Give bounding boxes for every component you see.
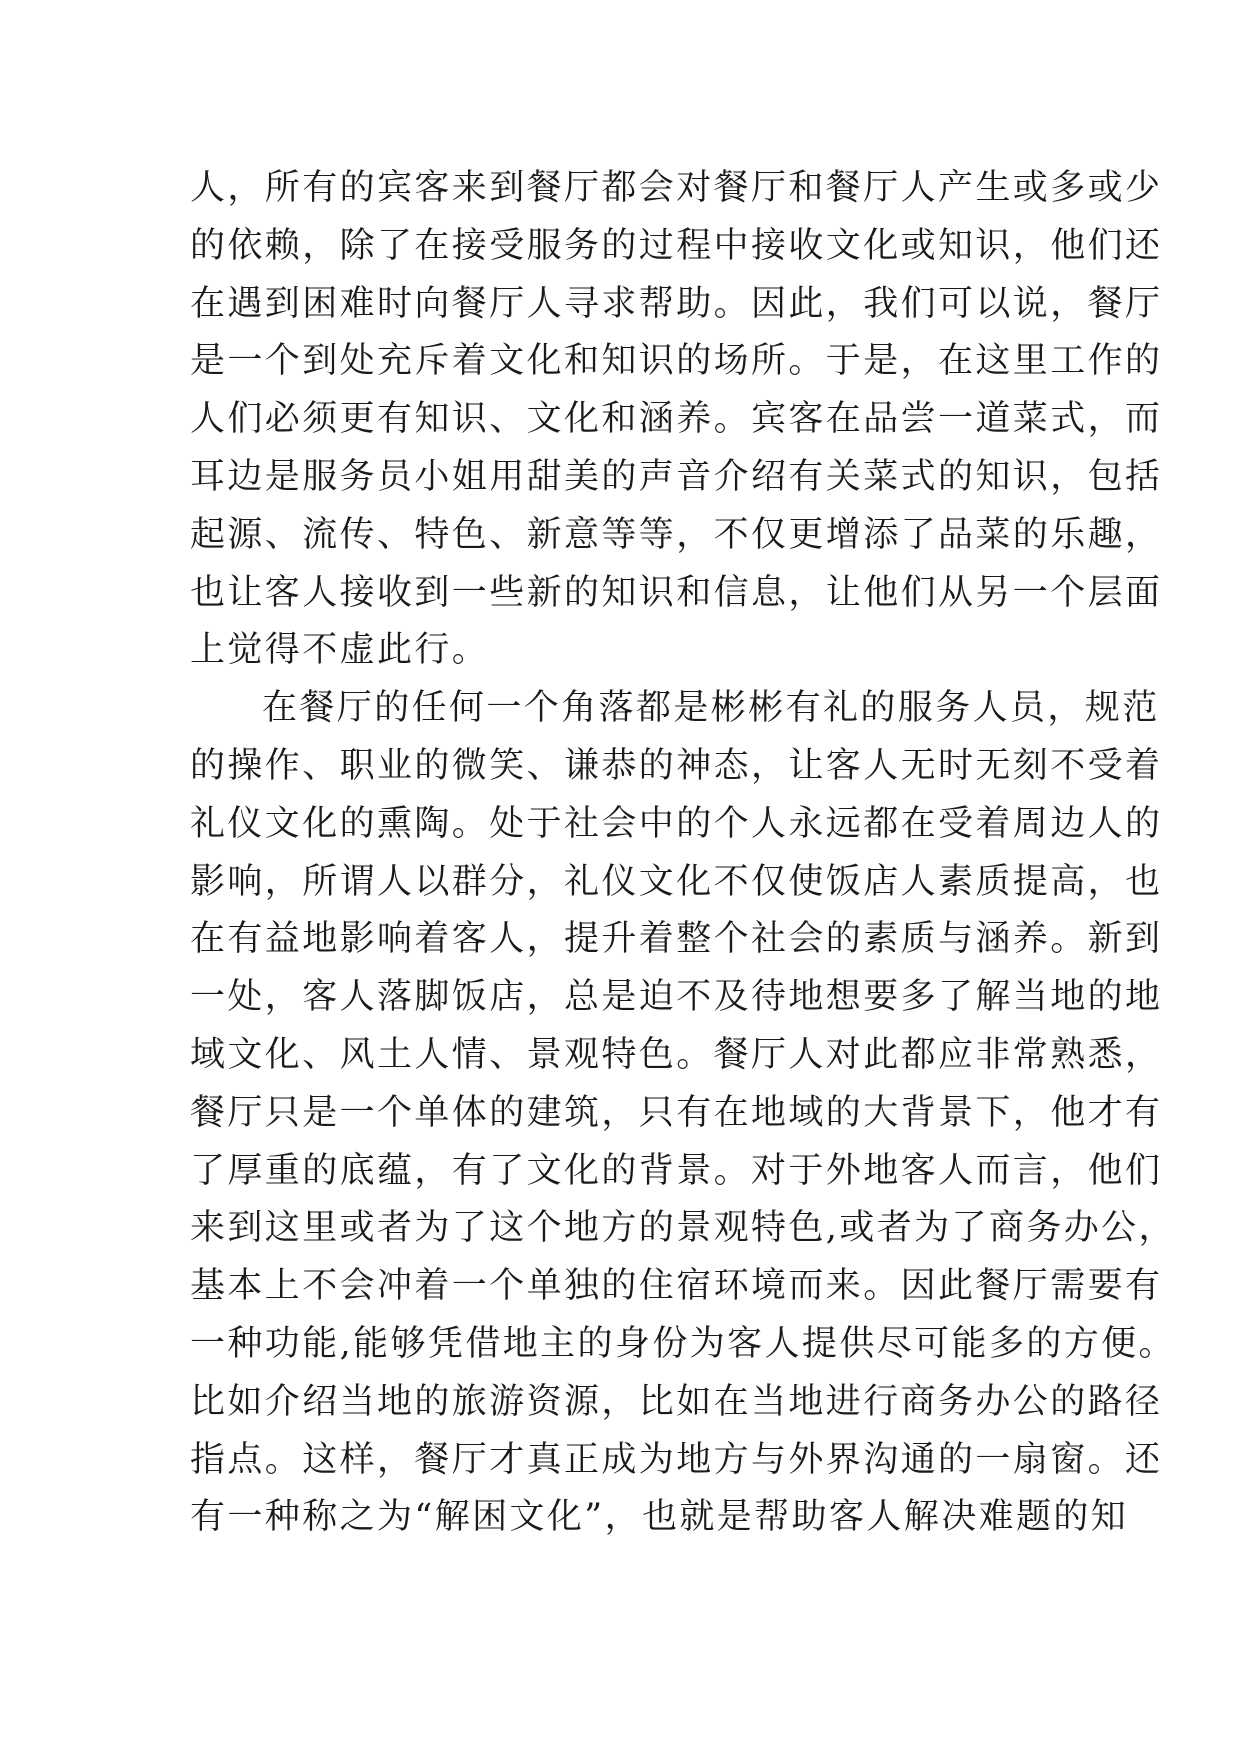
text-line: 人，所有的宾客来到餐厅都会对餐厅和餐厅人产生或多或少	[190, 168, 1163, 208]
text-line: 比如介绍当地的旅游资源，比如在当地进行商务办公的路径	[190, 1381, 1163, 1422]
text-line: 了厚重的底蕴，有了文化的背景。对于外地客人而言，他们	[190, 1150, 1163, 1191]
text-line: 的依赖，除了在接受服务的过程中接收文化或知识，他们还	[190, 225, 1163, 266]
text-line: 礼仪文化的熏陶。处于社会中的个人永远都在受着周边人的	[190, 803, 1163, 844]
text-line: 域文化、风土人情、景观特色。餐厅人对此都应非常熟悉，	[190, 1034, 1163, 1075]
text-line: 起源、流传、特色、新意等等，不仅更增添了品菜的乐趣，	[190, 514, 1163, 555]
text-line: 来到这里或者为了这个地方的景观特色,或者为了商务办公，	[190, 1208, 1176, 1249]
text-line: 有一种称之为“解困文化”，也就是帮助客人解决难题的知	[190, 1497, 1129, 1538]
text-line: 在有益地影响着客人，提升着整个社会的素质与涵养。新到	[190, 919, 1163, 960]
text-line: 指点。这样，餐厅才真正成为地方与外界沟通的一扇窗。还	[190, 1439, 1163, 1480]
body-text	[190, 160, 1176, 1547]
paragraph-first-line: 在餐厅的任何一个角落都是彬彬有礼的服务人员，规范	[262, 688, 1160, 729]
text-line: 也让客人接收到一些新的知识和信息，让他们从另一个层面	[190, 572, 1163, 613]
text-line: 是一个到处充斥着文化和知识的场所。于是，在这里工作的	[190, 341, 1163, 382]
text-line: 一种功能,能够凭借地主的身份为客人提供尽可能多的方便。	[190, 1323, 1176, 1364]
text-line: 上觉得不虚此行。	[190, 630, 490, 671]
text-line: 一处，客人落脚饭店，总是迫不及待地想要多了解当地的地	[190, 977, 1163, 1018]
text-line: 在遇到困难时向餐厅人寻求帮助。因此，我们可以说，餐厅	[190, 283, 1163, 324]
text-line: 影响，所谓人以群分，礼仪文化不仅使饭店人素质提高，也	[190, 861, 1163, 902]
text-line: 的操作、职业的微笑、谦恭的神态，让客人无时无刻不受着	[190, 745, 1163, 786]
text-line: 基本上不会冲着一个单独的住宿环境而来。因此餐厅需要有	[190, 1266, 1163, 1307]
text-line: 人们必须更有知识、文化和涵养。宾客在品尝一道菜式，而	[190, 399, 1163, 440]
text-line: 餐厅只是一个单体的建筑，只有在地域的大背景下，他才有	[190, 1092, 1163, 1133]
text-line: 耳边是服务员小姐用甜美的声音介绍有关菜式的知识，包括	[190, 456, 1163, 497]
